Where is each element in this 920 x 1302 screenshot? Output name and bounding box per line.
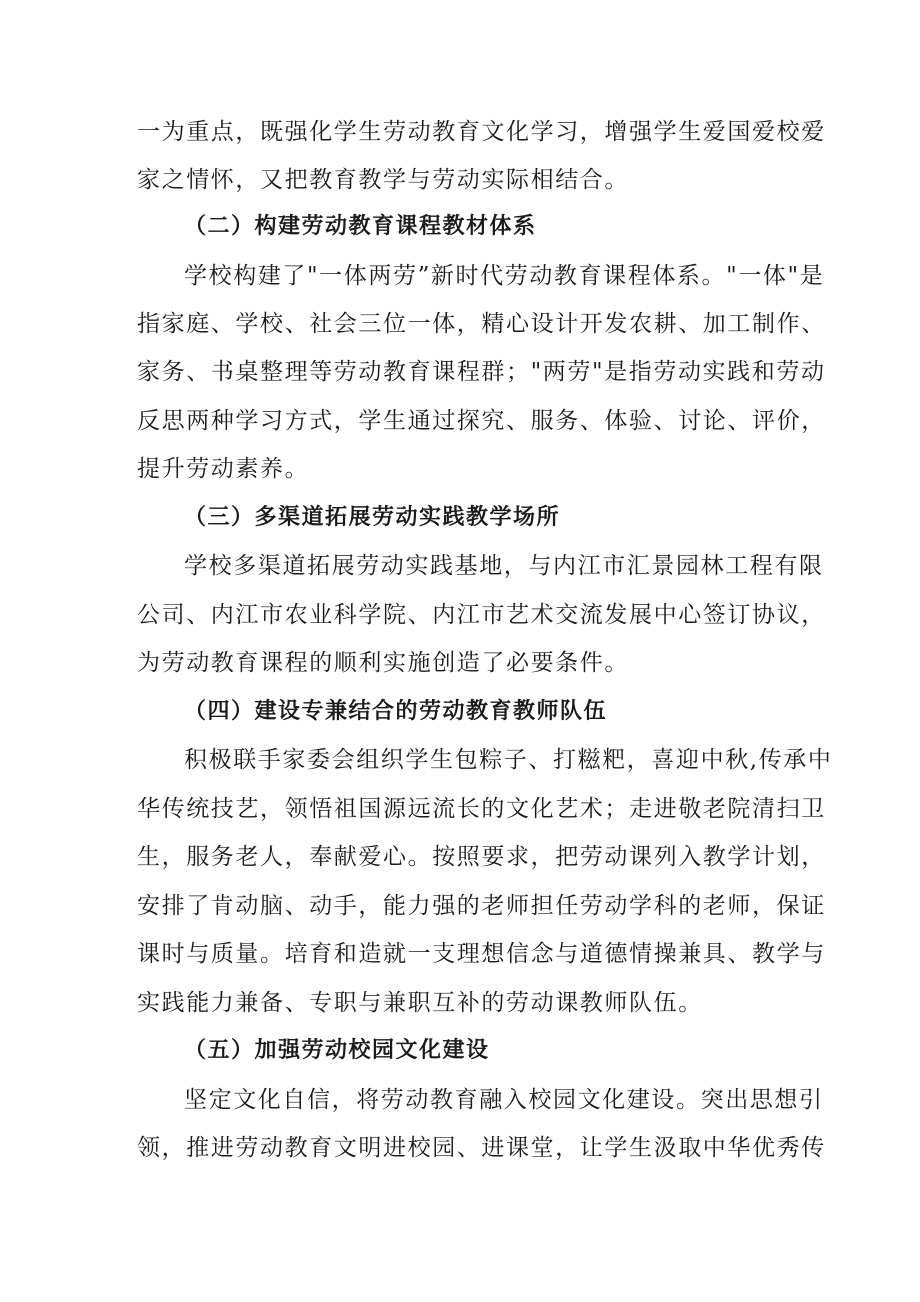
paragraph-line: 公司、内江市农业科学院、内江市艺术交流发展中心签订协议，	[137, 602, 826, 628]
paragraph-line: 指家庭、学校、社会三位一体，精心设计开发农耕、加工制作、	[137, 311, 826, 337]
paragraph-line: 实践能力兼备、专职与兼职互补的劳动课教师队伍。	[137, 990, 703, 1016]
paragraph-line: 为劳动教育课程的顺利实施创造了必要条件。	[137, 650, 629, 676]
paragraph-line: 提升劳动素养。	[137, 456, 310, 482]
paragraph-line: 华传统技艺，领悟祖国源远流长的文化艺术；走进敬老院清扫卫	[137, 796, 826, 822]
paragraph-line: 坚定文化自信，将劳动教育融入校园文化建设。突出思想引	[184, 1087, 824, 1113]
paragraph-line: 领，推进劳动教育文明进校园、进课堂，让学生汲取中华优秀传	[137, 1135, 826, 1161]
paragraph-line: 学校多渠道拓展劳动实践基地，与内江市汇景园林工程有限	[184, 553, 824, 579]
paragraph-line: 一为重点，既强化学生劳动教育文化学习，增强学生爱国爱校爱	[137, 119, 826, 145]
paragraph-line: 反思两种学习方式，学生通过探究、服务、体验、讨论、评价，	[137, 408, 826, 434]
section-heading: （五）加强劳动校园文化建设	[184, 1038, 490, 1063]
section-heading: （三）多渠道拓展劳动实践教学场所	[184, 505, 561, 530]
section-heading: （四）建设专兼结合的劳动教育教师队伍	[184, 699, 608, 724]
paragraph-line: 积极联手家委会组织学生包粽子、打糍粑，喜迎中秋,传承中	[184, 747, 833, 773]
paragraph-line: 生，服务老人，奉献爱心。按照要求，把劳动课列入教学计划，	[137, 844, 826, 870]
paragraph-line: 家务、书桌整理等劳动教育课程群；"两劳"是指劳动实践和劳动	[137, 359, 826, 385]
paragraph-line: 课时与质量。培育和造就一支理想信念与道德情操兼具、教学与	[137, 941, 826, 967]
paragraph-line: 安排了肯动脑、动手，能力强的老师担任劳动学科的老师，保证	[137, 893, 826, 919]
paragraph-line: 学校构建了"一体两劳”新时代劳动教育课程体系。"一体"是	[184, 263, 825, 289]
section-heading: （二）构建劳动教育课程教材体系	[184, 214, 537, 239]
paragraph-line: 家之情怀，又把教育教学与劳动实际相结合。	[137, 167, 629, 193]
